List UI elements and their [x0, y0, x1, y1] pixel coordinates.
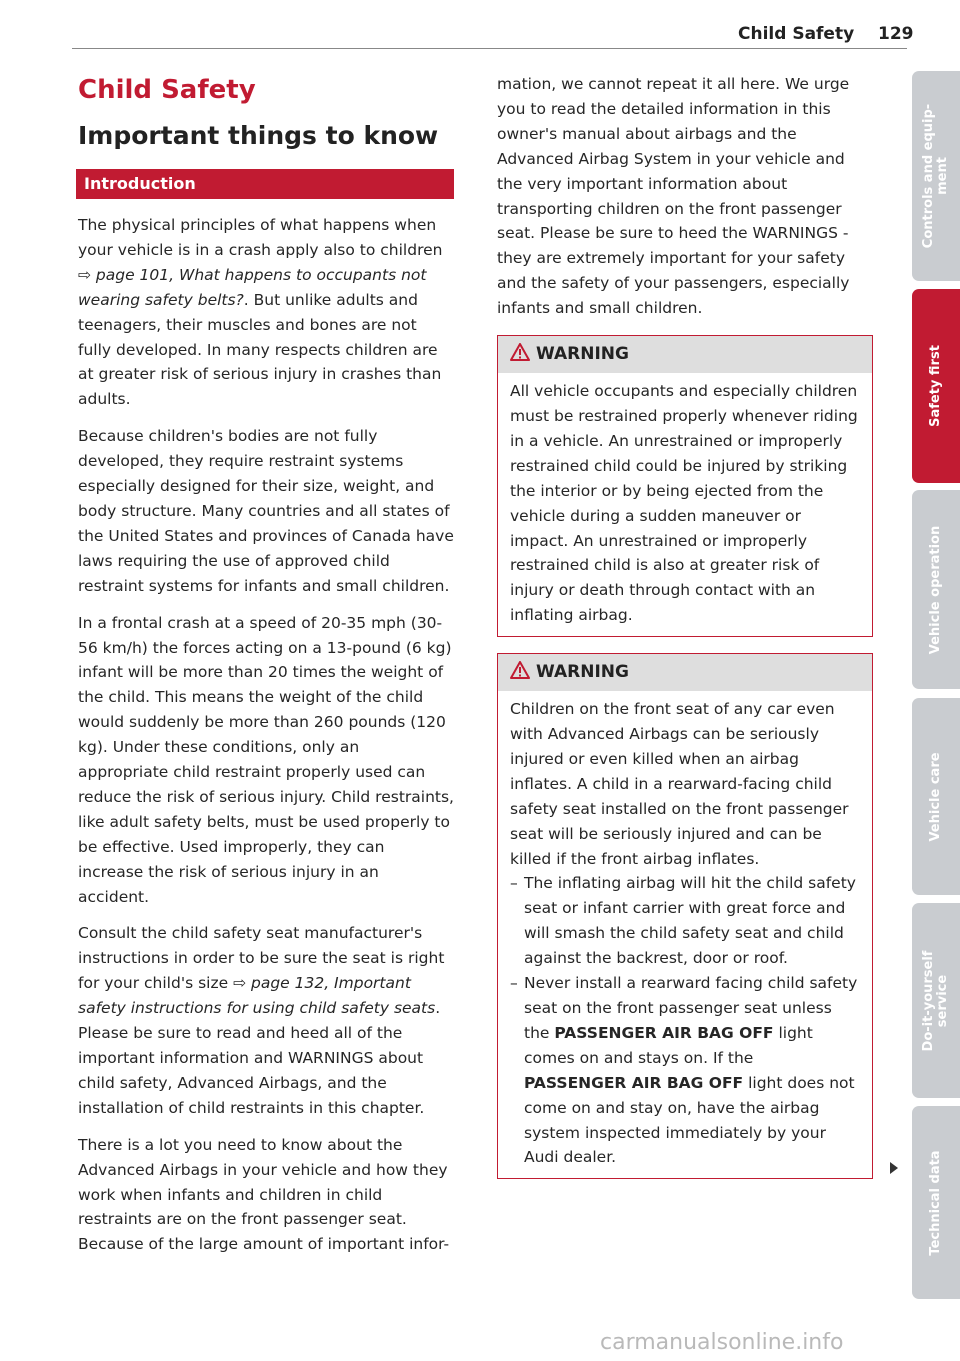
warning-label: WARNING	[536, 662, 629, 683]
section-title: Important things to know	[78, 121, 439, 150]
tab-safety-first[interactable]: Safety first	[912, 289, 960, 483]
right-column	[497, 72, 871, 1195]
header-rule	[72, 48, 907, 49]
paragraph-4: Consult the child safety seat manufacturer's instructions in order to be sure the seat is right for your child's size ⇨ page 132, Important safety instructions for using child safety seats. Please be sure to read and heed all of the important information and WARNINGS about child safety, Advanced Airbags, and the installation of child restraints in this chapter.	[78, 924, 445, 1117]
chapter-title: Child Safety	[78, 75, 256, 105]
cross-reference-link[interactable]: ⇨ page 101, What happens to occupants not wearing safety belts?	[78, 265, 427, 309]
tab-vehicle-care[interactable]: Vehicle care	[912, 698, 960, 895]
tab-do-it-yourself-service[interactable]: Do-it-yourself service	[912, 903, 960, 1098]
list-item: – The inflating airbag will hit the child safety seat or infant carrier with great force and will smash the child safety seat and child against the backrest, door or roof.	[510, 874, 856, 968]
warning-box-1	[497, 335, 873, 637]
warning-triangle-icon	[510, 661, 530, 679]
warning-label: WARNING	[536, 344, 629, 365]
list-item: – Never install a rearward facing child safety seat on the front passenger seat unless the PASSENGER AIR BAG OFF light comes on and stays on. If the PASSENGER AIR BAG OFF light does not come on and stay on, have the airbag system inspected immediately by your Audi dealer.	[510, 974, 858, 1167]
warning-header	[498, 336, 872, 373]
watermark: carmanualsonline.info	[600, 1330, 844, 1355]
tab-vehicle-operation[interactable]: Vehicle operation	[912, 490, 960, 689]
warning-text: Children on the front seat of any car even with Advanced Airbags can be seriously injured or even killed when an airbag inflates. A child in a rearward-facing child safety seat installed on the front passenger seat will be seriously injured and can be killed if the front airbag inflates.	[510, 700, 849, 868]
warning-box-2	[497, 653, 873, 1179]
warning-body	[498, 691, 872, 1178]
warning-body	[498, 373, 872, 636]
left-column	[78, 72, 454, 1269]
paragraph-continued: mation, we cannot repeat it all here. We urge you to read the detailed information in this owner's manual about airbags and the Advanced Airbag System in your vehicle and the very important information about transporting children on the front passenger seat. Please be sure to heed the WARNINGS - they are extremely important for your safety and the safety of your passengers, especially infants and small children.	[497, 75, 850, 318]
page-number: 129	[878, 24, 914, 44]
warning-text: All vehicle occupants and especially children must be restrained properly whenever riding in a vehicle. An unrestrained or improperly restrained child could be injured by striking the interior or by being ejected from the vehicle during a sudden maneuver or impact. An unrestrained or improperly restrained child is also at greater risk of injury or death through contact with an inflating airbag.	[510, 382, 858, 625]
warning-header	[498, 654, 872, 691]
paragraph-1: The physical principles of what happens when your vehicle is in a crash apply also to children ⇨ page 101, What happens to occupants not wearing safety belts?. But unlike adults and teenagers, their muscles and bones are not fully developed. In many respects children are at greater risk of serious injury in crashes than adults.	[78, 216, 443, 409]
cross-reference-link[interactable]: ⇨ page 132, Important safety instructions for using child safety seats	[78, 974, 436, 1018]
paragraph-3: In a frontal crash at a speed of 20-35 mph (30-56 km/h) the forces acting on a 13-pound (6 kg) infant will be more than 20 times the weight of the child. This means the weight of the child would suddenly be more than 260 pounds (120 kg). Under these conditions, only an appropriate child restraint properly used can reduce the risk of serious injury. Child restraints, like adult safety belts, must be used properly to be effective. Used improperly, they can increase the risk of serious injury in an accident.	[78, 613, 454, 906]
tab-controls-and-equipment[interactable]: Controls and equip- ment	[912, 71, 960, 281]
warning-triangle-icon	[510, 343, 530, 361]
topic-heading-bar: Introduction	[76, 169, 454, 199]
running-header-title: Child Safety	[738, 24, 855, 44]
tab-technical-data[interactable]: Technical data	[912, 1106, 960, 1299]
paragraph-5: There is a lot you need to know about the Advanced Airbags in your vehicle and how they work when infants and children in child restraints are on the front passenger seat. Because of the large amount of important infor-	[78, 1135, 450, 1254]
continued-arrow-icon	[890, 1162, 898, 1174]
warning-bullet-list	[510, 871, 860, 1170]
paragraph-2: Because children's bodies are not fully developed, they require restraint systems especially designed for their size, weight, and body structure. Many countries and all states of the United States and provinces of Canada have laws requiring the use of approved child restraint systems for infants and small children.	[78, 427, 454, 595]
